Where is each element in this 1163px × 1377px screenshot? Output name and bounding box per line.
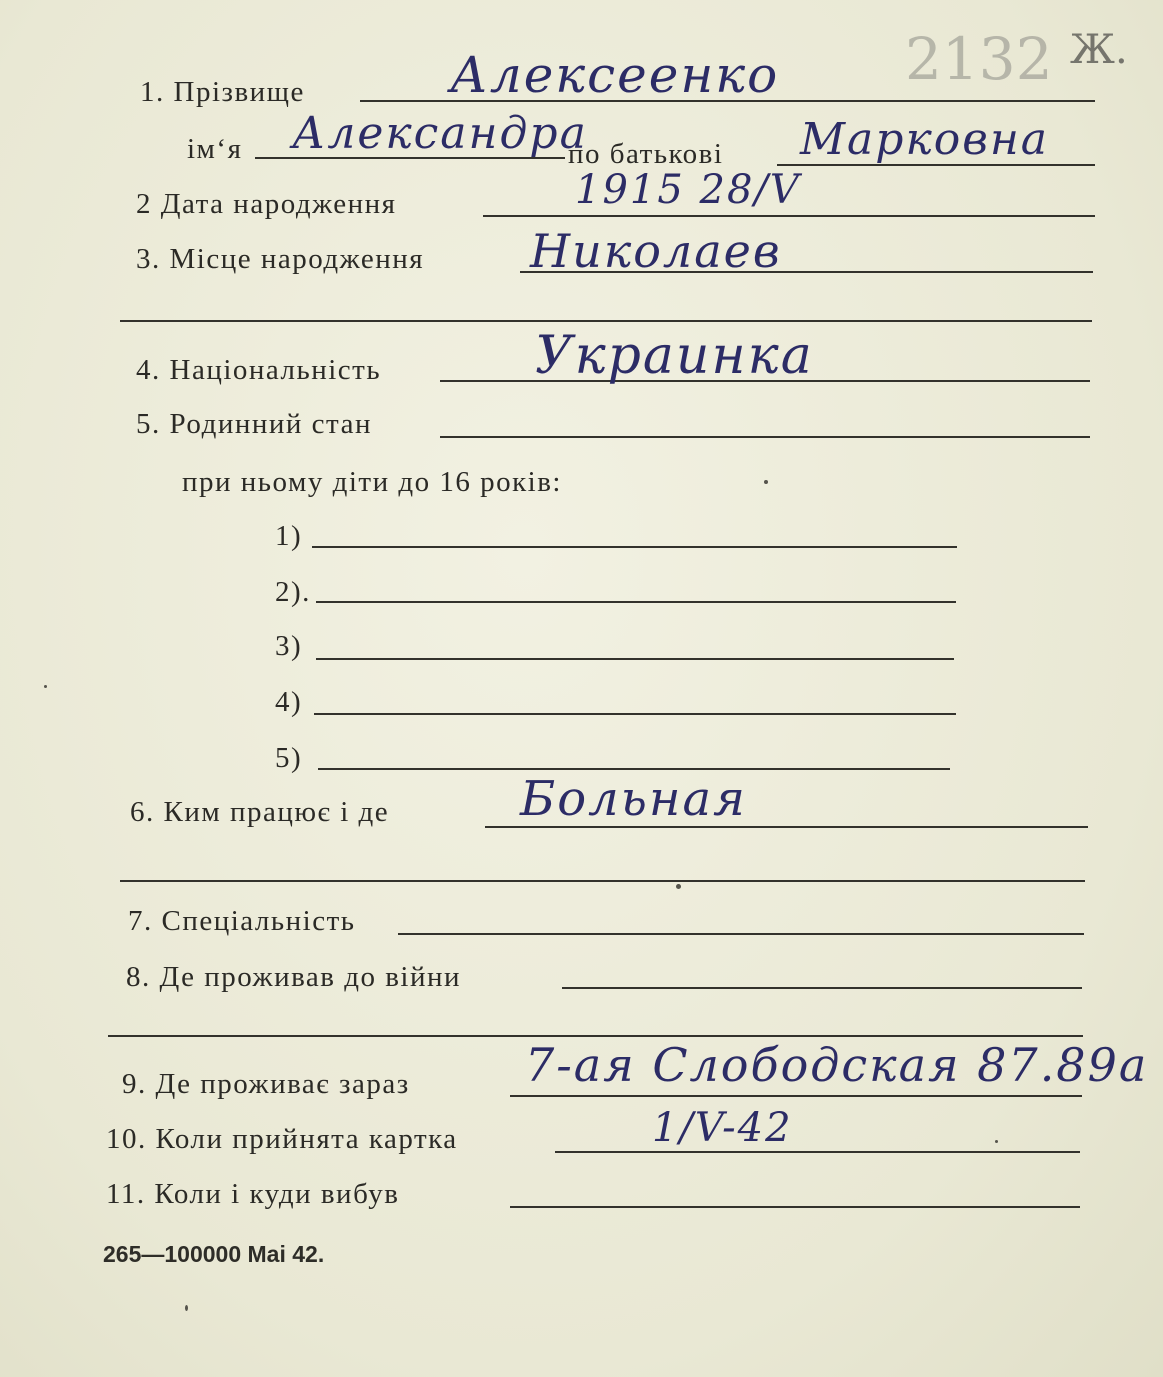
child-1-line [312, 546, 957, 548]
child-5-line [318, 768, 950, 770]
nationality-label: 4. Національність [136, 354, 382, 386]
child-2-num: 2). [275, 576, 311, 608]
children-label: при ньому діти до 16 років: [182, 466, 562, 498]
first-name-label: ім‘я [187, 133, 243, 165]
marital-status-line [440, 436, 1090, 438]
patronymic-value: Марковна [800, 114, 1050, 165]
child-3-num: 3) [275, 630, 303, 662]
archive-number: 2132 [905, 25, 1053, 93]
paper-speck [764, 480, 768, 484]
birth-date-value: 1915 28/V [575, 167, 801, 213]
occupation-line-2 [120, 880, 1085, 882]
current-residence-line [510, 1095, 1082, 1097]
child-2-line [316, 601, 956, 603]
child-4-num: 4) [275, 686, 303, 718]
first-name-value: Александра [292, 108, 588, 159]
print-code: 265—100000 Mai 42. [103, 1241, 325, 1267]
archive-mark: Ж. [1070, 27, 1128, 73]
paper-speck [676, 884, 681, 889]
child-3-line [316, 658, 954, 660]
birth-place-label: 3. Місце народження [136, 243, 425, 275]
birth-place-value: Николаев [530, 224, 782, 278]
current-residence-label: 9. Де проживає зараз [122, 1068, 410, 1100]
surname-label: 1. Прізвище [140, 76, 305, 108]
birth-date-label: 2 Дата народження [136, 188, 397, 220]
occupation-label: 6. Ким працює і де [130, 796, 390, 828]
marital-status-label: 5. Родинний стан [136, 408, 372, 440]
departed-line [510, 1206, 1080, 1208]
paper-speck [44, 685, 47, 688]
birth-date-line [483, 215, 1095, 217]
prewar-residence-label: 8. Де проживав до війни [126, 961, 462, 993]
prewar-residence-line-2 [108, 1035, 1083, 1037]
paper-speck [185, 1305, 188, 1311]
occupation-value: Больная [520, 771, 747, 827]
card-accepted-value: 1/V-42 [652, 1105, 793, 1151]
prewar-residence-line [562, 987, 1082, 989]
departed-label: 11. Коли і куди вибув [106, 1178, 400, 1210]
child-4-line [314, 713, 956, 715]
paper-speck [995, 1140, 998, 1143]
card-accepted-line [555, 1151, 1080, 1153]
specialty-label: 7. Спеціальність [128, 905, 356, 937]
nationality-value: Украинка [535, 326, 814, 386]
current-residence-value: 7-ая Слободская 87.89а [525, 1038, 1149, 1092]
child-1-num: 1) [275, 520, 303, 552]
surname-value: Алексеенко [450, 46, 780, 104]
birth-place-line-2 [120, 320, 1092, 322]
patronymic-label: по батькові [568, 138, 724, 170]
specialty-line [398, 933, 1084, 935]
child-5-num: 5) [275, 742, 303, 774]
card-accepted-label: 10. Коли прийнята картка [106, 1123, 458, 1155]
